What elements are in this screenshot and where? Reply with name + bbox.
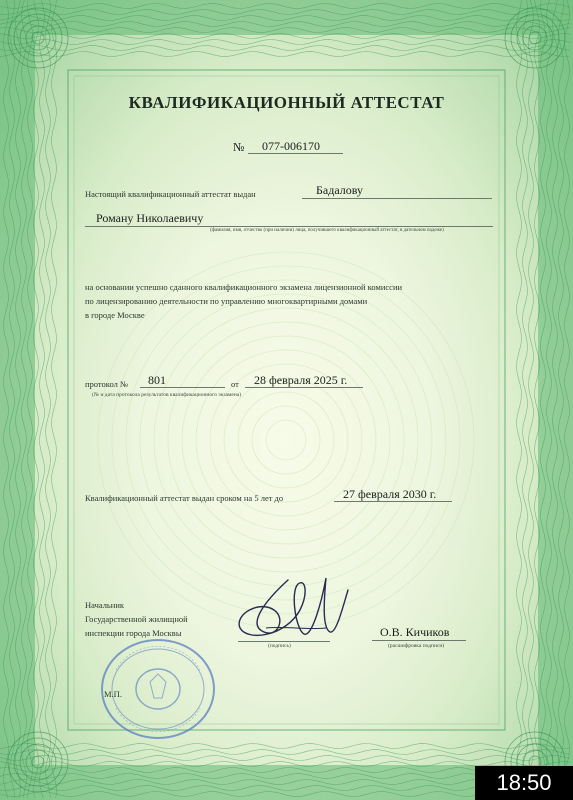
protocol-number: 801 — [148, 373, 166, 387]
name-hint: (фамилия, имя, отчество (при наличии) лица, получившего квалификационный аттестат, в дательном падеже) — [210, 228, 444, 233]
holder-surname: Бадалову — [316, 183, 363, 197]
signer-title-line-3: инспекции города Москвы — [85, 628, 182, 638]
signer-name-hint: (расшифровка подписи) — [388, 643, 445, 649]
protocol-number-line — [140, 387, 225, 388]
basis-line-3: в городе Москве — [85, 310, 145, 320]
protocol-date: 28 февраля 2025 г. — [254, 373, 348, 387]
number-prefix: № — [233, 140, 245, 154]
number-line — [248, 153, 343, 154]
signer-name-line — [372, 640, 466, 641]
signature-image — [226, 570, 356, 650]
basis-line-1: на основании успешно сданного квалификационного экзамена лицензионной комиссии — [85, 282, 403, 292]
protocol-from: от — [231, 379, 239, 389]
signature-hint: (подпись) — [268, 643, 291, 649]
validity-line — [334, 501, 452, 502]
signer-name: О.В. Кичиков — [380, 625, 450, 639]
basis-line-2: по лицензированию деятельности по управлению многоквартирными домами — [85, 296, 368, 306]
issued-to-label: Настоящий квалификационный аттестат выдан — [85, 189, 256, 199]
validity-label: Квалификационный аттестат выдан сроком на 5 лет до — [85, 493, 284, 503]
protocol-hint: (№ и дата протокола результатов квалификационного экзамена) — [92, 392, 242, 398]
signer-title-line-1: Начальник — [85, 600, 125, 610]
validity-date: 27 февраля 2030 г. — [343, 487, 437, 501]
surname-line — [302, 198, 492, 199]
stamp-place-label: М.П. — [104, 689, 122, 699]
status-clock: 18:50 — [475, 766, 573, 800]
signer-title-line-2: Государственной жилищной — [85, 614, 188, 624]
protocol-date-line — [245, 387, 363, 388]
certificate-title: КВАЛИФИКАЦИОННЫЙ АТТЕСТАТ — [128, 93, 445, 112]
holder-given-names: Роману Николаевичу — [96, 211, 204, 225]
certificate-number: 077-006170 — [262, 139, 320, 153]
signature-line — [238, 641, 330, 642]
protocol-label: протокол № — [85, 379, 129, 389]
given-names-line — [85, 226, 493, 227]
